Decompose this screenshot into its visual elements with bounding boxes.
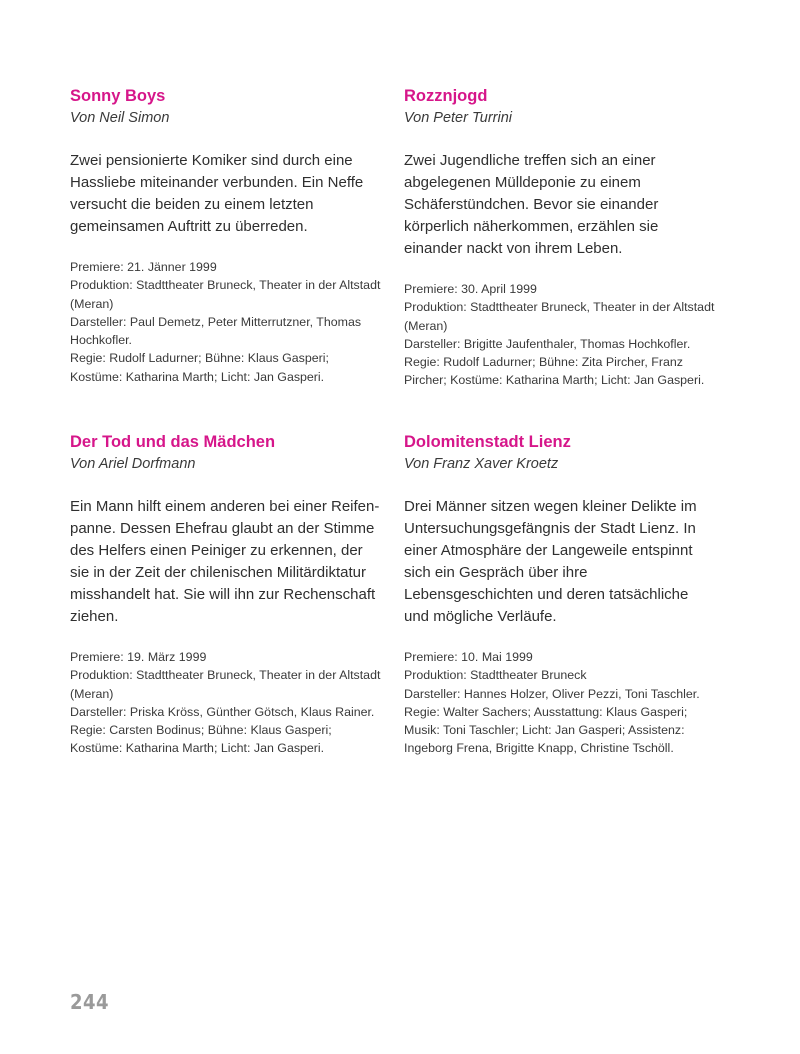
entry-title: Sonny Boys xyxy=(70,87,166,105)
entry-author: Von Franz Xaver Kroetz xyxy=(404,456,559,472)
entry-credits xyxy=(404,280,716,390)
credit-premiere: Premiere: 19. März 1999 xyxy=(70,650,207,664)
entry-summary: Zwei pensionierte Komiker sind durch eine Hassliebe miteinander verbunden. Ein Neffe versucht die beiden zu einem letzten gemeinsamen Auftritt zu überreden. xyxy=(70,152,364,235)
credit-crew: Regie: Carsten Bodinus; Bühne: Klaus Gasperi; Kostüme: Katharina Marth; Licht: Jan Gasperi. xyxy=(70,723,332,756)
entry-summary: Drei Männer sitzen wegen kleiner Delikte im Untersuchungsgefängnis der Stadt Lienz. In einer Atmosphäre der Langeweile entspinnt sich ein Gespräch über ihre Lebensgeschichten und deren tatsächliche und mögliche Verläufe. xyxy=(404,498,697,625)
entry-title: Dolomitenstadt Lienz xyxy=(404,433,571,451)
entry-rozznjogd xyxy=(404,86,716,390)
credit-cast: Darsteller: Brigitte Jaufenthaler, Thomas Hochkofler. xyxy=(404,336,691,351)
entry-credits xyxy=(70,258,382,386)
entry-author: Von Neil Simon xyxy=(70,110,170,126)
credit-premiere: Premiere: 21. Jänner 1999 xyxy=(70,260,217,274)
entry-credits xyxy=(404,648,716,758)
credit-production: Produktion: Stadttheater Bruneck xyxy=(404,668,587,683)
entry-credits xyxy=(70,648,382,758)
credit-production: Produktion: Stadttheater Bruneck, Theater in der Altstadt (Meran) xyxy=(70,278,381,311)
entry-summary: Zwei Jugendliche treffen sich an einer abgelegenen Mülldeponie zu einem Schäferstündchen. Bevor sie einander körperlich näherkommen, erzählen sie einander nackt von ihrem Leben. xyxy=(404,152,659,257)
credit-premiere: Premiere: 10. Mai 1999 xyxy=(404,650,533,664)
entry-title: Rozznjogd xyxy=(404,87,488,105)
credit-production: Produktion: Stadttheater Bruneck, Theater in der Altstadt (Meran) xyxy=(404,300,715,333)
credit-crew: Regie: Walter Sachers; Ausstattung: Klaus Gasperi; Musik: Toni Taschler; Licht: Jan Gasperi; Assistenz: Ingeborg Frena, Brigitte Knapp, Christine Tschöll. xyxy=(404,704,688,756)
entry-author: Von Peter Turrini xyxy=(404,110,512,126)
entry-author: Von Ariel Dorfmann xyxy=(70,456,196,472)
entry-summary: Ein Mann hilft einem anderen bei einer Reifen-panne. Dessen Ehefrau glaubt an der Stimme des Helfers einen Peiniger zu erkennen, der sie in der Zeit der chilenischen Militärdiktatur misshandelt hat. Sie will ihn zur Rechenschaft ziehen. xyxy=(70,498,380,625)
credit-crew: Regie: Rudolf Ladurner; Bühne: Klaus Gasperi; Kostüme: Katharina Marth; Licht: Jan Gasperi. xyxy=(70,351,329,384)
credit-cast: Darsteller: Hannes Holzer, Oliver Pezzi, Toni Taschler. xyxy=(404,686,700,701)
credit-production: Produktion: Stadttheater Bruneck, Theater in der Altstadt (Meran) xyxy=(70,668,381,701)
credit-cast: Darsteller: Priska Kröss, Günther Götsch, Klaus Rainer. xyxy=(70,704,375,719)
page-number: 244 xyxy=(70,990,110,1014)
credit-cast: Darsteller: Paul Demetz, Peter Mitterrutzner, Thomas Hochkofler. xyxy=(70,314,362,348)
credit-premiere: Premiere: 30. April 1999 xyxy=(404,282,537,296)
entry-der-tod-und-das-maedchen xyxy=(70,432,382,758)
entry-sonny-boys xyxy=(70,86,382,386)
credit-crew: Regie: Rudolf Ladurner; Bühne: Zita Pircher, Franz Pircher; Kostüme: Katharina Marth; Licht: Jan Gasperi. xyxy=(404,355,705,388)
entry-title: Der Tod und das Mädchen xyxy=(70,433,276,451)
entry-dolomitenstadt-lienz xyxy=(404,432,716,758)
